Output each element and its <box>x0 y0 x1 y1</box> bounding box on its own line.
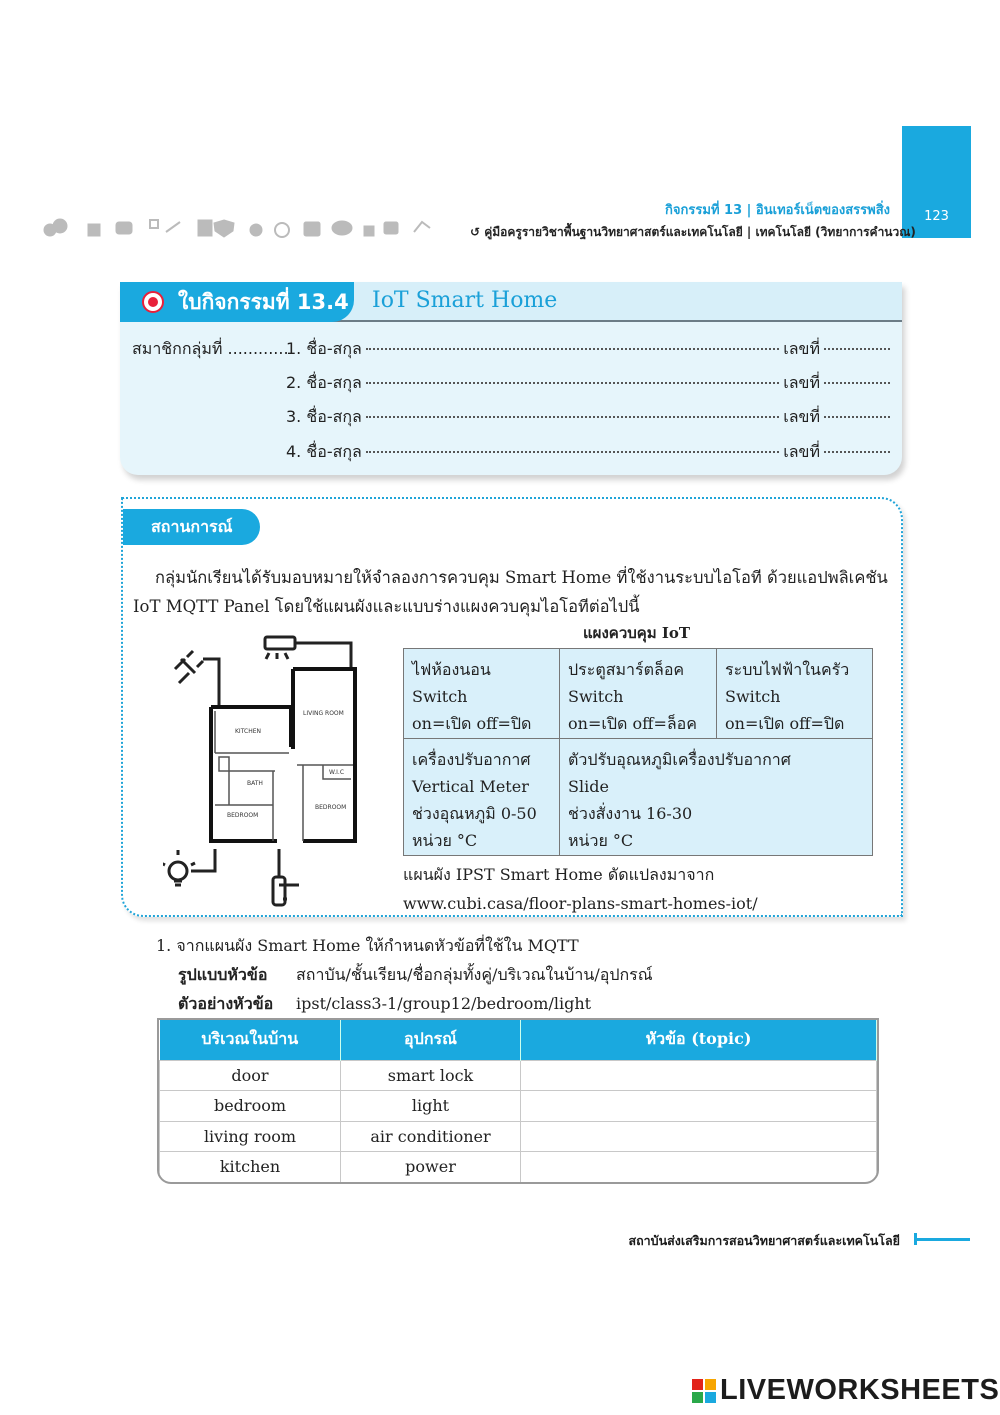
panel-cell <box>404 649 560 739</box>
name-blank[interactable] <box>366 382 779 384</box>
panel-cell <box>404 738 560 855</box>
screen-icon <box>304 222 320 236</box>
format-value: สถาบัน/ชั้นเรียน/ชื่อกลุ่มทั้งคู่/บริเวณในบ้าน/อุปกรณ์ <box>296 965 653 984</box>
table-row <box>160 1091 877 1122</box>
table-header-row <box>160 1020 877 1060</box>
chat-icon <box>116 222 132 234</box>
example-row <box>156 989 653 1018</box>
camera-icon <box>384 222 398 234</box>
book-title: คู่มือครูรายวิชาพื้นฐานวิทยาศาสตร์และเทคโนโลยี | เทคโนโลยี (วิทยาการคำนวณ) <box>484 225 916 239</box>
name-blank[interactable] <box>366 451 779 453</box>
name-blank[interactable] <box>366 348 779 350</box>
plug-icon <box>175 651 219 707</box>
source-note <box>403 860 758 918</box>
footer-text: สถาบันส่งเสริมการสอนวิทยาศาสตร์และเทคโนโลยี <box>628 1233 900 1248</box>
room-label: KITCHEN <box>235 728 261 735</box>
topic-input[interactable] <box>521 1152 877 1183</box>
number-blank[interactable] <box>824 382 890 384</box>
topic-table <box>159 1020 877 1183</box>
topic-input[interactable] <box>521 1060 877 1091</box>
panel-line: ช่วงสั่งงาน 16-30 <box>568 803 693 823</box>
area-cell: living room <box>160 1121 341 1152</box>
header-icon-strip <box>38 212 458 242</box>
member-index: 2. <box>286 373 302 392</box>
scenario-badge: สถานการณ์ <box>123 509 260 545</box>
panel-line: Vertical Meter <box>412 776 529 796</box>
table-row <box>160 1152 877 1183</box>
device-cell: light <box>341 1091 521 1122</box>
panel-line: ระบบไฟฟ้าในครัว <box>725 660 850 679</box>
message-icon <box>332 221 352 235</box>
area-cell: kitchen <box>160 1152 341 1183</box>
area-cell: bedroom <box>160 1091 341 1122</box>
question-1 <box>156 931 653 1018</box>
name-label: ชื่อ-สกุล <box>306 373 362 392</box>
name-label: ชื่อ-สกุล <box>306 407 362 426</box>
panel-line: เครื่องปรับอากาศ <box>412 749 531 769</box>
activity-header: กิจกรรมที่ 13 | อินเทอร์เน็ตของสรรพสิ่ง <box>665 203 890 218</box>
room-label: BEDROOM <box>227 812 259 819</box>
name-blank[interactable] <box>366 416 779 418</box>
member-row[interactable] <box>286 405 890 430</box>
column-header: หัวข้อ (topic) <box>521 1020 877 1060</box>
room-label: W.I.C <box>329 769 345 776</box>
table-row <box>160 1060 877 1091</box>
topic-table-frame <box>157 1018 879 1184</box>
record-icon <box>142 291 164 313</box>
phone-icon <box>250 224 262 236</box>
iot-panel-table <box>403 648 873 856</box>
device-cell: air conditioner <box>341 1121 521 1152</box>
device-cell: smart lock <box>341 1060 521 1091</box>
topic-input[interactable] <box>521 1121 877 1152</box>
device-cell: power <box>341 1152 521 1183</box>
page-number-tab <box>902 126 971 238</box>
number-label: เลขที่ <box>783 407 820 426</box>
worksheet-badge-label: ใบกิจกรรมที่ 13.4 <box>178 289 349 314</box>
room-label: BEDROOM <box>315 804 347 811</box>
member-row[interactable] <box>286 440 890 465</box>
format-row <box>156 960 653 989</box>
room-label: BATH <box>247 780 263 787</box>
page-number: 123 <box>924 209 949 224</box>
question-text: 1. จากแผนผัง Smart Home ให้กำหนดหัวข้อที่ใช้ใน MQTT <box>156 936 579 955</box>
room-label: LIVING ROOM <box>303 710 344 717</box>
panel-line: หน่วย °C <box>568 830 634 850</box>
source-note-line: แผนผัง IPST Smart Home ดัดแปลงมาจาก <box>403 865 715 884</box>
liveworksheets-logo[interactable] <box>692 1374 999 1407</box>
book-header <box>470 223 916 242</box>
brand-grid-icon <box>692 1379 716 1403</box>
clock-icon <box>275 223 289 237</box>
block-icon <box>88 224 100 236</box>
panel-line: ตัวปรับอุณหภูมิเครื่องปรับอากาศ <box>568 749 791 769</box>
topic-input[interactable] <box>521 1091 877 1122</box>
footer-divider <box>915 1238 970 1241</box>
format-label: รูปแบบหัวข้อ <box>178 965 268 984</box>
worksheet-title: IoT Smart Home <box>372 288 558 313</box>
lightbulb-icon <box>163 849 215 885</box>
panel-cell <box>560 649 717 739</box>
member-index: 1. <box>286 339 302 358</box>
group-number-field[interactable]: สมาชิกกลุ่มที่ ............ <box>132 339 289 358</box>
panel-line: ไฟห้องนอน <box>412 660 491 679</box>
number-label: เลขที่ <box>783 339 820 358</box>
number-blank[interactable] <box>824 348 890 350</box>
panel-line: on=เปิด off=ปิด <box>412 714 532 733</box>
air-conditioner-icon <box>265 637 351 667</box>
refresh-icon: ↺ <box>470 225 485 239</box>
panel-line: ประตูสมาร์ตล็อค <box>568 660 685 679</box>
example-value: ipst/class3-1/group12/bedroom/light <box>296 994 592 1013</box>
panel-title: แผงควบคุม IoT <box>583 624 691 642</box>
number-label: เลขที่ <box>783 373 820 392</box>
signal-icon <box>414 222 430 232</box>
panel-cell <box>560 738 873 855</box>
panel-line: Switch <box>725 687 781 706</box>
shield-icon <box>214 220 234 237</box>
column-header: บริเวณในบ้าน <box>160 1020 341 1060</box>
lock-icon <box>364 226 374 236</box>
network-icon <box>150 220 180 232</box>
scenario-text: กลุ่มนักเรียนได้รับมอบหมายให้จำลองการควบคุม Smart Home ที่ใช้งานระบบไอโอที ด้วยแอปพลิเคชัน IoT MQTT Panel โดยใช้แผนผังและแบบร่างแผงควบคุมไอโอทีต่อไปนี้ <box>133 568 888 616</box>
member-row[interactable] <box>286 371 890 396</box>
panel-line: on=เปิด off=ปิด <box>725 714 845 733</box>
worksheet-badge <box>120 282 354 322</box>
number-label: เลขที่ <box>783 442 820 461</box>
panel-line: on=เปิด off=ล็อค <box>568 714 697 733</box>
number-blank[interactable] <box>824 451 890 453</box>
name-label: ชื่อ-สกุล <box>306 442 362 461</box>
member-row[interactable] <box>286 337 890 362</box>
member-index: 4. <box>286 442 302 461</box>
member-index: 3. <box>286 407 302 426</box>
source-url: www.cubi.casa/floor-plans-smart-homes-iot/ <box>403 894 758 913</box>
panel-line: ช่วงอุณหภูมิ 0-50 <box>412 803 537 823</box>
floor-plan <box>163 629 403 909</box>
area-cell: door <box>160 1060 341 1091</box>
column-header: อุปกรณ์ <box>341 1020 521 1060</box>
name-label: ชื่อ-สกุล <box>306 339 362 358</box>
panel-line: Switch <box>568 687 624 706</box>
number-blank[interactable] <box>824 416 890 418</box>
panel-line: Switch <box>412 687 468 706</box>
example-label: ตัวอย่างหัวข้อ <box>178 994 274 1013</box>
panel-line: หน่วย °C <box>412 830 478 850</box>
door-lock-icon <box>273 849 299 905</box>
panel-line: Slide <box>568 776 609 796</box>
table-row <box>160 1121 877 1152</box>
brand-name: LIVEWORKSHEETS <box>720 1374 1000 1406</box>
device-icon <box>198 220 212 236</box>
panel-cell <box>717 649 873 739</box>
